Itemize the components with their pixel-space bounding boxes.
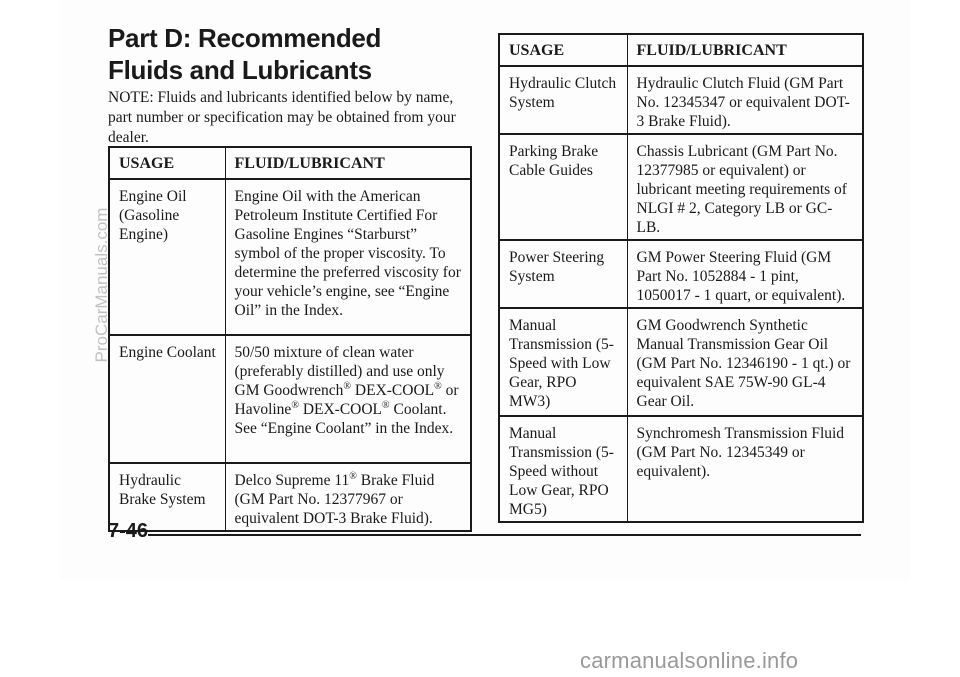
page-number: 7-46 — [108, 520, 149, 542]
fluid-header: FLUID/LUBRICANT — [627, 34, 863, 66]
fluid-cell: 50/50 mixture of clean water (preferably distilled) and use only GM Goodwrench® DEX-COOL® or Havoline® DEX-COOL® Coolant. See “Engine Coolant” in the Index. — [225, 335, 471, 463]
fluid-header: FLUID/LUBRICANT — [225, 147, 471, 179]
fluid-cell: GM Power Steering Fluid (GM Part No. 1052884 - 1 pint, 1050017 - 1 quart, or equivalent). — [627, 240, 863, 308]
fluid-cell: Engine Oil with the American Petroleum Institute Certified For Gasoline Engines “Starburst” symbol of the proper viscosity. To determine the preferred viscosity for your vehicle’s engine, see “Engine Oil” in the Index. — [225, 179, 471, 335]
bottom-watermark: carmanualsonline.info — [580, 648, 799, 673]
usage-header: USAGE — [499, 34, 627, 66]
footer-rule — [148, 534, 861, 536]
table-row — [499, 240, 863, 308]
usage-cell: Engine Oil (Gasoline Engine) — [109, 179, 225, 335]
table-row — [109, 335, 471, 463]
fluid-cell: Hydraulic Clutch Fluid (GM Part No. 12345347 or equivalent DOT-3 Brake Fluid). — [627, 66, 863, 134]
usage-cell: Power Steering System — [499, 240, 627, 308]
fluid-cell: GM Goodwrench Synthetic Manual Transmission Gear Oil (GM Part No. 12346190 - 1 qt.) or equivalent SAE 75W-90 GL-4 Gear Oil. — [627, 308, 863, 416]
fluids-table-left — [108, 146, 472, 532]
table-row — [499, 134, 863, 240]
fluids-table-right — [498, 33, 864, 523]
fluid-cell: Delco Supreme 11® Brake Fluid (GM Part No. 12377967 or equivalent DOT-3 Brake Fluid). — [225, 463, 471, 531]
table-header-row — [499, 34, 863, 66]
side-watermark-text: ProCarManuals.com — [92, 207, 111, 363]
usage-cell: Hydraulic Brake System — [109, 463, 225, 531]
table-row — [109, 463, 471, 531]
fluid-cell: Synchromesh Transmission Fluid (GM Part No. 12345349 or equivalent). — [627, 416, 863, 522]
usage-cell: Hydraulic Clutch System — [499, 66, 627, 134]
usage-cell: Manual Transmission (5-Speed without Low Gear, RPO MG5) — [499, 416, 627, 522]
table-row — [499, 66, 863, 134]
section-title: Part D: Recommended Fluids and Lubricants — [108, 23, 382, 85]
table-header-row — [109, 147, 471, 179]
usage-cell: Manual Transmission (5-Speed with Low Gear, RPO MW3) — [499, 308, 627, 416]
table-row — [499, 416, 863, 522]
fluid-cell: Chassis Lubricant (GM Part No. 12377985 or equivalent) or lubricant meeting requirements of NLGI # 2, Category LB or GC-LB. — [627, 134, 863, 240]
usage-header: USAGE — [109, 147, 225, 179]
table-row — [499, 308, 863, 416]
usage-cell: Engine Coolant — [109, 335, 225, 463]
usage-cell: Parking Brake Cable Guides — [499, 134, 627, 240]
table-row — [109, 179, 471, 335]
note-paragraph: NOTE: Fluids and lubricants identified below by name, part number or specification may be obtained from your dealer. — [108, 89, 456, 146]
side-watermark — [92, 165, 112, 405]
